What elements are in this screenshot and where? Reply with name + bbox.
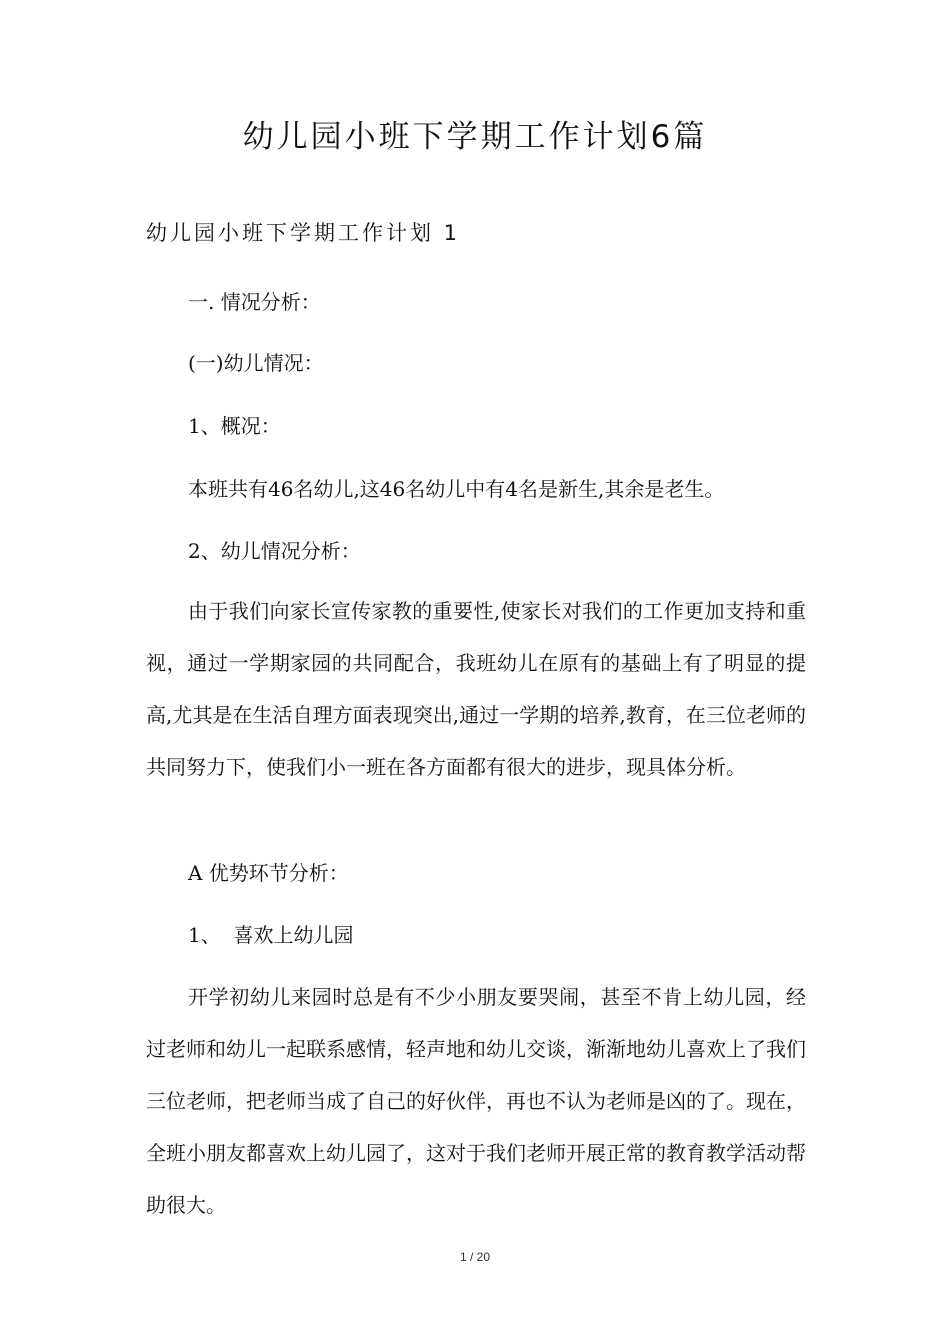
page-number: 1 / 20 [459, 1250, 491, 1264]
paragraph-like-kindergarten: 开学初幼儿来园时总是有不少小朋友要哭闹，甚至不肯上幼儿园，经过老师和幼儿一起联系感情，轻声地和幼儿交谈，渐渐地幼儿喜欢上了我们三位老师，把老师当成了自己的好伙伴，再也不认为老师是凶的了。现在，全班小朋友都喜欢上幼儿园了，这对于我们老师开展正常的教育教学活动帮助很大。 [146, 985, 806, 1217]
heading-children-analysis: 2、幼儿情况分析： [188, 539, 361, 563]
paragraph-overview: 本班共有46名幼儿,这46名幼儿中有4名是新生,其余是老生。 [188, 477, 725, 501]
section-subtitle: 幼儿园小班下学期工作计划 1 [146, 221, 461, 245]
heading-situation-analysis: 一. 情况分析： [188, 290, 321, 314]
heading-advantage-analysis: A 优势环节分析： [188, 861, 349, 885]
heading-overview: 1、概况： [188, 414, 281, 438]
document-title: 幼儿园小班下学期工作计划6篇 [242, 119, 708, 155]
paragraph-analysis: 由于我们向家长宣传家教的重要性,使家长对我们的工作更加支持和重视，通过一学期家园的共同配合，我班幼儿在原有的基础上有了明显的提高,尤其是在生活自理方面表现突出,通过一学期的培养,教育，在三位老师的共同努力下，使我们小一班在各方面都有很大的进步，现具体分析。 [146, 599, 806, 779]
heading-like-kindergarten: 1、 喜欢上幼儿园 [188, 923, 354, 947]
heading-children-situation: (一)幼儿情况： [188, 351, 324, 375]
